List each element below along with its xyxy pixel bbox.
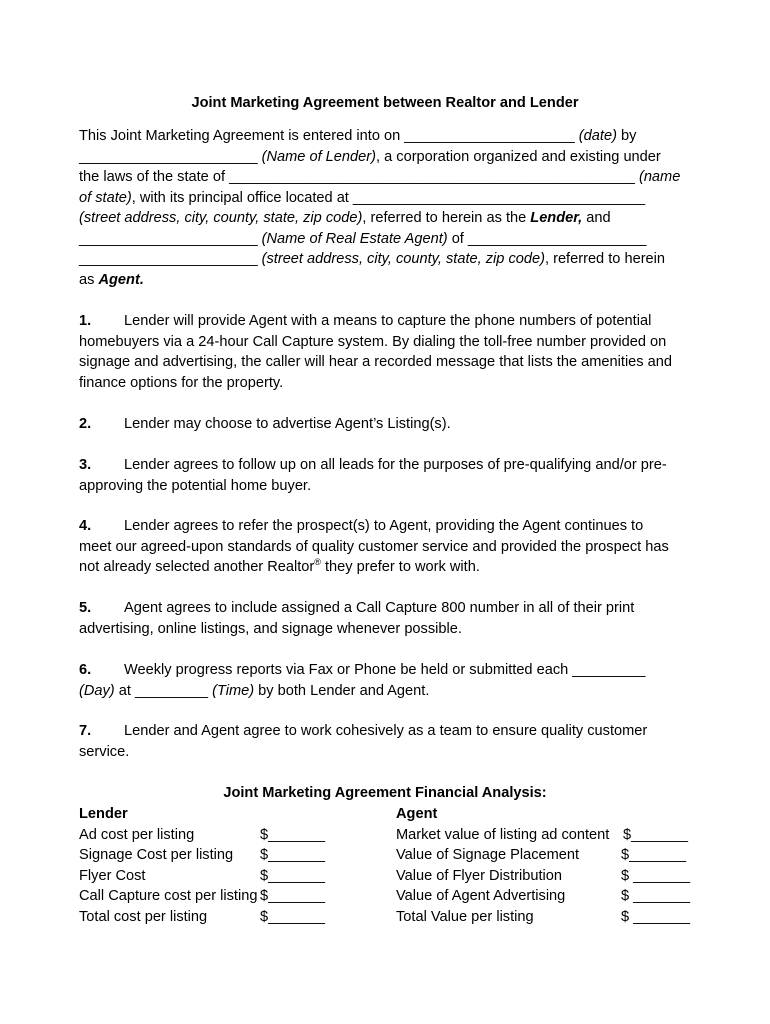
registered-mark: ® — [314, 557, 321, 568]
state-hint: of state) — [79, 189, 132, 206]
lender-row-amount: $_______ — [260, 826, 325, 843]
clause-line: signage and advertising, the caller will hear a recorded message that lists the amenities and — [79, 354, 672, 370]
agent-row-label: Value of Agent Advertising — [396, 888, 566, 904]
clause-line — [79, 598, 699, 619]
agent-column — [396, 804, 706, 927]
financial-analysis-title: Joint Marketing Agreement Financial Analysis: — [223, 785, 547, 801]
lender-column — [79, 804, 349, 927]
agent-row — [396, 825, 706, 846]
lender-header: Lender — [79, 806, 128, 822]
lender-row-label: Call Capture cost per listing — [79, 888, 258, 904]
clause-line — [79, 414, 699, 435]
agent-name-hint: (Name of Real Estate Agent) — [257, 230, 448, 247]
agent-row-label: Market value of listing ad content — [396, 826, 610, 843]
intro-line-4 — [79, 188, 699, 209]
clause-5 — [79, 598, 699, 639]
lender-row — [79, 886, 349, 907]
intro-line-3 — [79, 167, 699, 188]
agent-row — [396, 845, 706, 866]
agent-name-blank: ______________________ — [79, 230, 258, 247]
intro-line-6 — [79, 229, 699, 250]
intro-line-7 — [79, 249, 699, 270]
clause-number: 4. — [79, 518, 92, 534]
intro-text: as — [79, 271, 99, 288]
lender-row-amount: $_______ — [260, 867, 325, 884]
agent-row — [396, 886, 706, 907]
clause-line: meet our agreed-upon standards of quality customer service and provided the prospect has — [79, 538, 669, 555]
intro-text: This Joint Marketing Agreement is entered into on — [79, 128, 405, 144]
lender-row — [79, 907, 349, 928]
agent-row — [396, 866, 706, 887]
agent-row — [396, 907, 706, 928]
lender-row-amount: $_______ — [260, 888, 325, 904]
lender-row — [79, 866, 349, 887]
clause-text: by both Lender and Agent. — [254, 682, 430, 699]
clause-text: Lender agrees to refer the prospect(s) to Agent, providing the Agent continues to — [124, 518, 644, 534]
intro-text: by — [616, 128, 637, 144]
lender-row-label: Signage Cost per listing — [79, 847, 234, 863]
agent-row-label: Value of Signage Placement — [396, 847, 580, 863]
lender-row-label: Flyer Cost — [79, 867, 146, 884]
lender-term: Lender, — [530, 210, 583, 226]
clause-number: 2. — [79, 416, 92, 432]
clause-4 — [79, 516, 699, 578]
office-blank: ____________________________________ — [352, 189, 646, 206]
clause-line: finance options for the property. — [79, 374, 284, 391]
intro-text: of — [447, 230, 468, 247]
lender-name-blank: ______________________ — [79, 148, 258, 165]
agent-term: Agent. — [98, 271, 144, 288]
intro-line-8 — [79, 270, 699, 291]
intro-text: the laws of the state of — [79, 169, 230, 185]
agent-row-label: Value of Flyer Distribution — [396, 867, 563, 884]
agent-row-amount: $_______ — [621, 847, 686, 863]
clause-text: Weekly progress reports via Fax or Phone be held or submitted each _________ — [124, 662, 646, 678]
clause-line — [79, 516, 699, 537]
clause-text: Agent agrees to include assigned a Call Capture 800 number in all of their print — [124, 600, 635, 616]
clause-7 — [79, 721, 699, 762]
clause-number: 7. — [79, 723, 92, 739]
clause-6 — [79, 660, 699, 701]
state-blank: __________________________________________________ — [229, 169, 635, 185]
clause-text: at _________ — [114, 682, 213, 699]
clause-text: Lender may choose to advertise Agent’s Listing(s). — [124, 416, 451, 432]
intro-text: , with its principal office located at — [131, 189, 353, 206]
time-hint: (Time) — [212, 682, 255, 699]
clause-line — [79, 557, 699, 578]
address-hint: (street address, city, county, state, zip code) — [257, 251, 545, 267]
agent-row-label: Total Value per listing — [396, 908, 534, 925]
intro-text: , referred to herein as the — [362, 210, 531, 226]
clause-text: Lender and Agent agree to work cohesively as a team to ensure quality customer — [124, 723, 648, 739]
agent-company-blank: ______________________ — [467, 230, 647, 247]
agent-row-amount: $ _______ — [621, 908, 690, 925]
date-blank: _____________________ — [404, 128, 575, 144]
clause-number: 5. — [79, 600, 92, 616]
clause-line — [79, 455, 699, 476]
intro-line-2 — [79, 147, 699, 168]
agent-address-blank: ______________________ — [79, 251, 258, 267]
lender-row — [79, 825, 349, 846]
intro-text: , referred to herein — [544, 251, 666, 267]
lender-row — [79, 845, 349, 866]
clause-3 — [79, 455, 699, 496]
clause-number: 3. — [79, 457, 92, 473]
clause-line: approving the potential home buyer. — [79, 477, 312, 494]
intro-line-5 — [79, 208, 699, 229]
clause-line — [79, 681, 699, 702]
clause-number: 6. — [79, 662, 92, 678]
lender-row-label: Total cost per listing — [79, 908, 208, 925]
intro-text: and — [582, 210, 611, 226]
clause-number: 1. — [79, 313, 92, 329]
lender-row-label: Ad cost per listing — [79, 826, 195, 843]
lender-row-amount: $_______ — [260, 847, 325, 863]
clause-line: service. — [79, 743, 130, 760]
clause-text: they prefer to work with. — [320, 559, 480, 575]
intro-line-1 — [79, 126, 699, 147]
document-title: Joint Marketing Agreement between Realtor and Lender — [191, 95, 579, 111]
clause-text: Lender agrees to follow up on all leads for the purposes of pre-qualifying and/or pre- — [124, 457, 667, 473]
intro-paragraph — [79, 126, 699, 290]
lender-name-hint: (Name of Lender) — [257, 148, 376, 165]
state-hint: (name — [634, 169, 681, 185]
clause-line: homebuyers via a 24-hour Call Capture system. By dialing the toll-free number provided on — [79, 333, 667, 350]
clause-line: advertising, online listings, and signage whenever possible. — [79, 620, 462, 637]
agent-row-amount: $ _______ — [621, 867, 690, 884]
agent-row-amount: $ _______ — [621, 888, 690, 904]
clause-line — [79, 660, 699, 681]
clause-line — [79, 311, 699, 332]
clause-line — [79, 721, 699, 742]
clause-text: not already selected another Realtor — [79, 559, 315, 575]
day-hint: (Day) — [79, 682, 115, 699]
intro-text: , a corporation organized and existing under — [376, 148, 661, 165]
clause-1 — [79, 311, 699, 393]
agent-header: Agent — [396, 806, 438, 822]
clause-2 — [79, 414, 699, 435]
address-hint: (street address, city, county, state, zip code) — [79, 210, 363, 226]
agent-row-amount: $_______ — [623, 826, 688, 843]
clause-text: Lender will provide Agent with a means to capture the phone numbers of potential — [124, 313, 652, 329]
lender-row-amount: $_______ — [260, 908, 325, 925]
date-hint: (date) — [574, 128, 617, 144]
